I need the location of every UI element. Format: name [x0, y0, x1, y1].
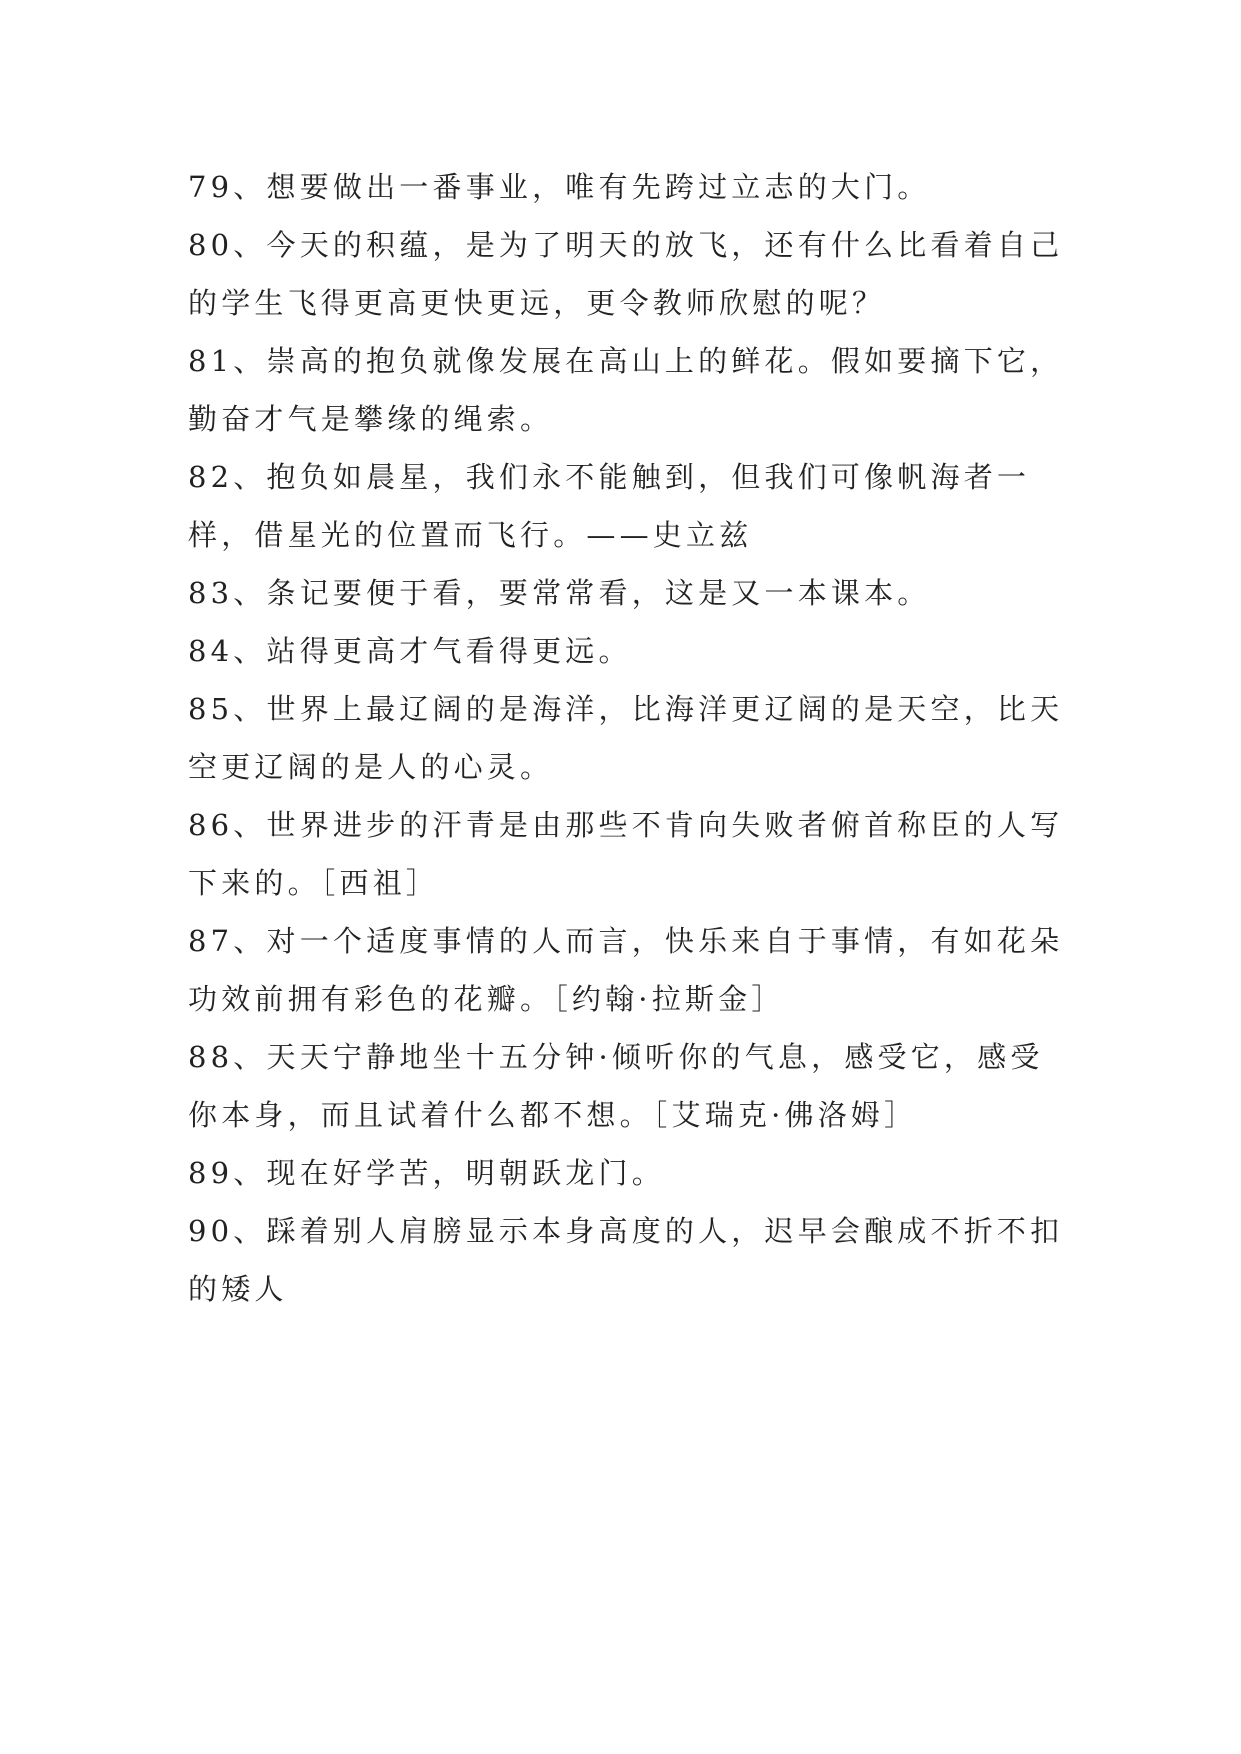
quote-item: 89、现在好学苦，明朝跃龙门。	[188, 1156, 665, 1190]
quote-item: 82、抱负如晨星，我们永不能触到，但我们可像帆海者一样，借星光的位置而飞行。——史立兹	[188, 460, 1031, 552]
quote-item: 87、对一个适度事情的人而言，快乐来自于事情，有如花朵功效前拥有彩色的花瓣。［约翰·拉斯金］	[188, 924, 1064, 1016]
quote-item: 84、站得更高才气看得更远。	[188, 634, 632, 668]
quote-item: 81、崇高的抱负就像发展在高山上的鲜花。假如要摘下它，勤奋才气是攀缘的绳索。	[188, 344, 1064, 436]
quote-item: 88、天天宁静地坐十五分钟·倾听你的气息，感受它，感受你本身，而且试着什么都不想。［艾瑞克·佛洛姆］	[188, 1040, 1044, 1132]
quote-item: 83、条记要便于看，要常常看，这是又一本课本。	[188, 576, 931, 610]
quote-item: 79、想要做出一番事业，唯有先跨过立志的大门。	[188, 170, 931, 204]
quote-item: 90、踩着别人肩膀显示本身高度的人，迟早会酿成不折不扣的矮人	[188, 1214, 1064, 1306]
quote-list	[188, 158, 1068, 1318]
quote-item: 86、世界进步的汗青是由那些不肯向失败者俯首称臣的人写下来的。［西祖］	[188, 808, 1064, 900]
quote-item: 85、世界上最辽阔的是海洋，比海洋更辽阔的是天空，比天空更辽阔的是人的心灵。	[188, 692, 1064, 784]
quote-item: 80、今天的积蕴，是为了明天的放飞，还有什么比看着自己的学生飞得更高更快更远，更令教师欣慰的呢？	[188, 228, 1064, 320]
